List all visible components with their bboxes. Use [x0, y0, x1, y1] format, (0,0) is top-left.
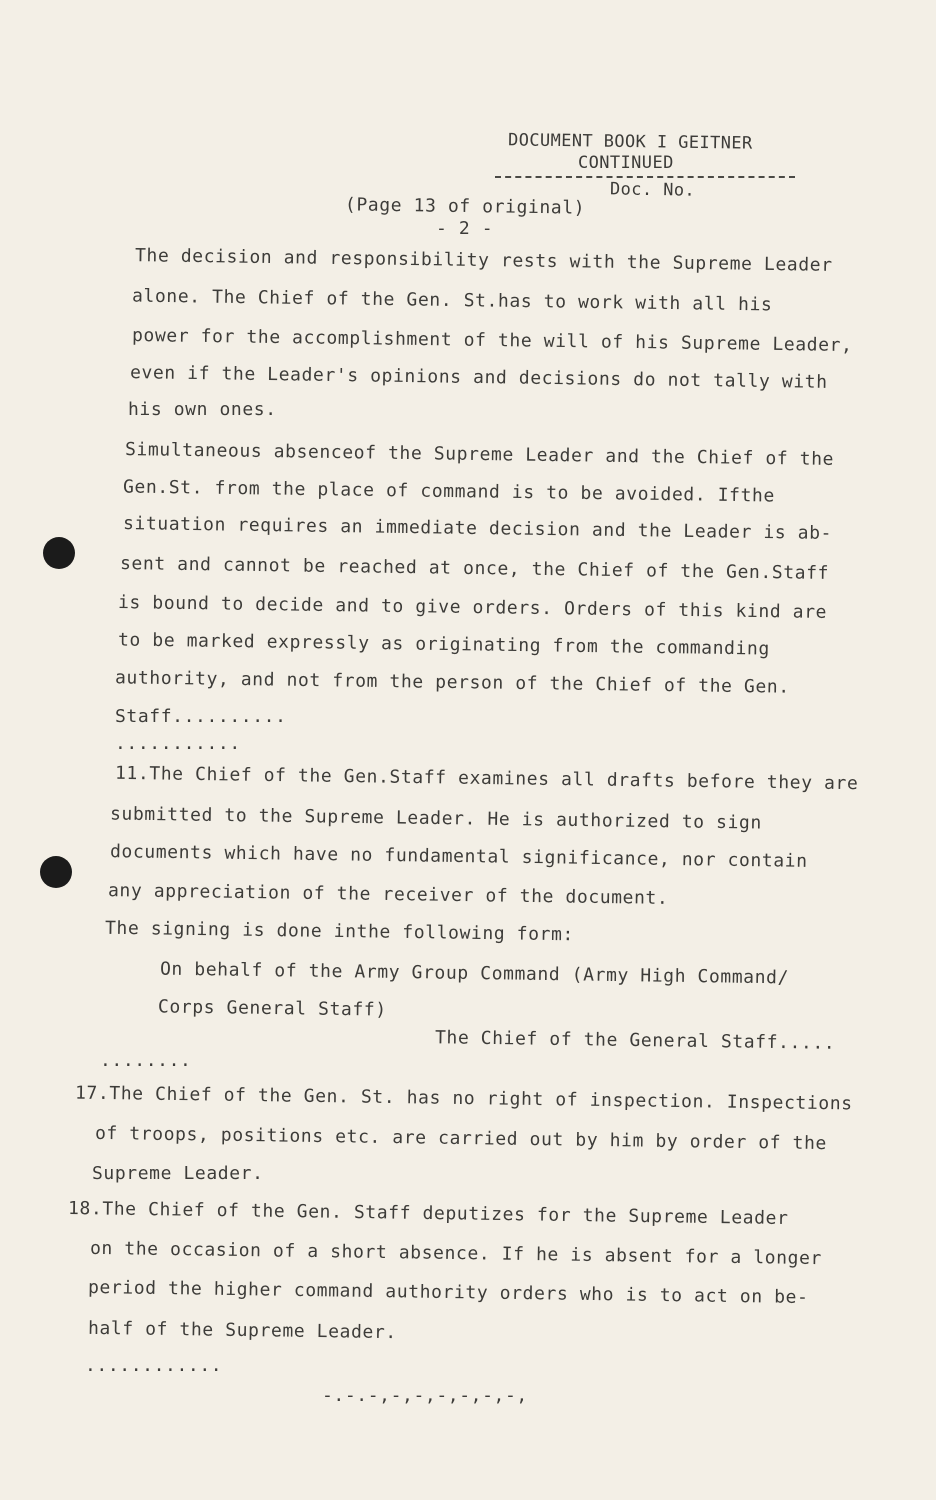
document-subtitle: CONTINUED: [578, 153, 674, 173]
ellipsis: ............: [85, 1355, 223, 1376]
ellipsis: ...........: [115, 733, 241, 754]
doc-number: Doc. No.: [609, 179, 696, 201]
page-reference: (Page 13 of original): [344, 194, 586, 219]
item18-line: on the occasion of a short absence. If he is absent for a longer: [89, 1237, 823, 1270]
ellipsis: ........: [100, 1050, 192, 1071]
form-line: Corps General Staff): [157, 996, 387, 1021]
para2-line: to be marked expressly as originating from the commanding: [117, 629, 771, 660]
item11-line: 11.The Chief of the Gen.Staff examines all drafts before they are: [114, 762, 859, 795]
item17-line: Supreme Leader.: [92, 1163, 264, 1184]
item18-line: 18.The Chief of the Gen. Staff deputizes for the Supreme Leader: [67, 1197, 789, 1230]
header-rule: [495, 176, 795, 178]
document-title: DOCUMENT BOOK I GEITNER: [507, 130, 753, 154]
para2-line: Staff..........: [115, 706, 287, 727]
item18-line: half of the Supreme Leader.: [87, 1317, 397, 1344]
item17-line: 17.The Chief of the Gen. St. has no right of inspection. Inspections: [74, 1082, 853, 1115]
para2-line: situation requires an immediate decision and the Leader is ab-: [122, 513, 833, 544]
para1-line: alone. The Chief of the Gen. St.has to work with all his: [131, 285, 773, 316]
item18-line: period the higher command authority orders who is to act on be-: [87, 1276, 809, 1309]
punch-hole: [43, 537, 75, 569]
item11-line: documents which have no fundamental significance, nor contain: [109, 841, 808, 872]
item11-line: The signing is done inthe following form:: [104, 917, 575, 946]
closing-mark: -.-.-,-,-,-,-,-,-,: [322, 1385, 528, 1406]
para1-line: even if the Leader's opinions and decisions do not tally with: [129, 362, 828, 393]
para2-line: Gen.St. from the place of command is to be avoided. Ifthe: [122, 476, 776, 507]
para2-line: Simultaneous absenceof the Supreme Leader and the Chief of the: [124, 439, 835, 470]
para1-line: his own ones.: [128, 399, 277, 420]
punch-hole: [40, 856, 72, 888]
item17-line: of troops, positions etc. are carried out by him by order of the: [94, 1122, 828, 1155]
signature-line: The Chief of the General Staff.....: [434, 1027, 836, 1054]
page-number: - 2 -: [436, 218, 494, 239]
para1-line: power for the accomplishment of the will of his Supreme Leader,: [131, 324, 853, 357]
para2-line: authority, and not from the person of the Chief of the Gen.: [114, 667, 790, 698]
form-line: On behalf of the Army Group Command (Army High Command/: [159, 958, 790, 989]
para1-line: The decision and responsibility rests with the Supreme Leader: [134, 245, 833, 276]
item11-line: submitted to the Supreme Leader. He is authorized to sign: [109, 803, 763, 834]
item11-line: any appreciation of the receiver of the document.: [107, 880, 669, 909]
para2-line: is bound to decide and to give orders. Orders of this kind are: [117, 592, 828, 623]
para2-line: sent and cannot be reached at once, the Chief of the Gen.Staff: [119, 553, 830, 584]
